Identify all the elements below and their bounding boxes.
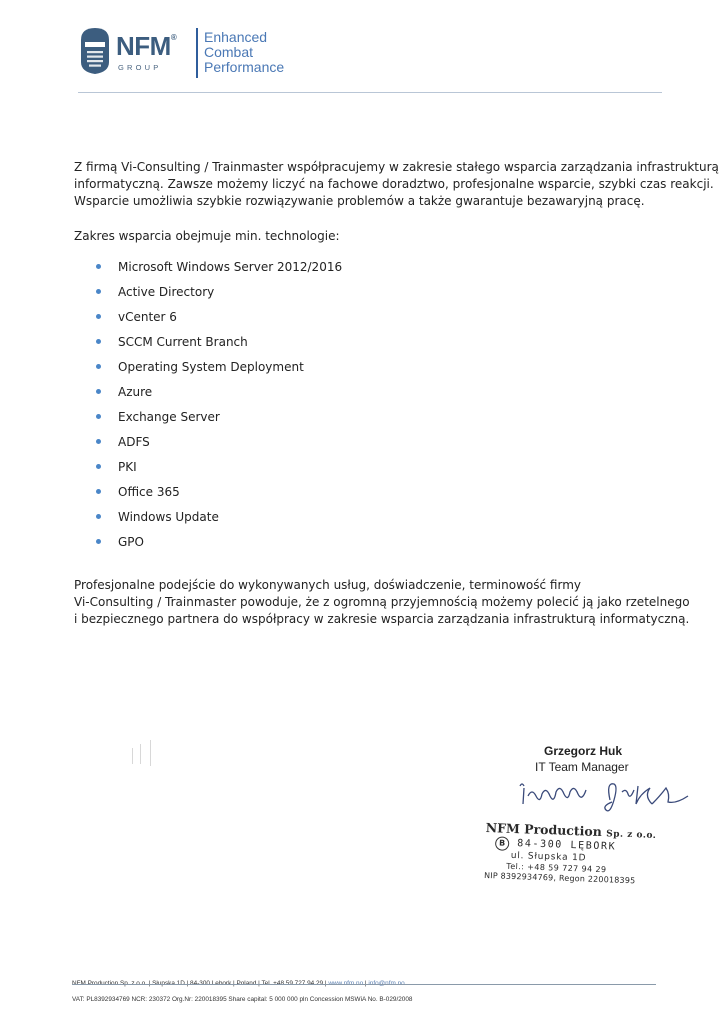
intro-line-2: informatyczną. Zawsze możemy liczyć na fachowe doradztwo, profesjonalne wsparcie, szybki czas reakcji. (74, 177, 714, 191)
bullet-icon (96, 364, 101, 369)
scan-artifact (150, 740, 151, 766)
list-item: ADFS (96, 434, 342, 459)
recommendation-line-2: Vi-Consulting / Trainmaster powoduje, że z ogromną przyjemnością możemy polecić ją jako rzetelnego (74, 595, 690, 609)
scope-heading: Zakres wsparcia obejmuje min. technologie: (74, 229, 340, 243)
list-item: Azure (96, 384, 342, 409)
list-item: Operating System Deployment (96, 359, 342, 384)
recommendation-paragraph (74, 577, 690, 628)
footer-divider (72, 984, 656, 985)
bullet-icon (96, 514, 101, 519)
company-stamp (484, 820, 657, 887)
bullet-icon (96, 264, 101, 269)
intro-line-1: Z firmą Vi-Consulting / Trainmaster współpracujemy w zakresie stałego wsparcia zarządzania infrastrukturą (74, 160, 719, 174)
tagline-divider (196, 28, 198, 78)
list-item: Active Directory (96, 284, 342, 309)
intro-line-3: Wsparcie umożliwia szybkie rozwiązywanie problemów a także gwarantuje bezawaryjną pracę. (74, 194, 645, 208)
nfm-logo (78, 26, 190, 82)
scan-artifact (140, 744, 141, 764)
bullet-icon (96, 539, 101, 544)
tagline (204, 30, 284, 75)
signer-role: IT Team Manager (535, 760, 629, 774)
tagline-line-2: Combat (204, 44, 254, 60)
handwritten-signature (510, 774, 690, 820)
brand-group: GROUP (118, 63, 162, 72)
brand-name: NFM® (116, 31, 177, 61)
scan-artifact (132, 748, 133, 764)
helmet-icon (78, 26, 112, 76)
list-item: Exchange Server (96, 409, 342, 434)
bullet-icon (96, 464, 101, 469)
tagline-line-1: Enhanced (204, 29, 268, 45)
page-footer (72, 979, 413, 1003)
list-item: vCenter 6 (96, 309, 342, 334)
bullet-icon (96, 314, 101, 319)
bullet-icon (96, 439, 101, 444)
recommendation-line-3: i bezpiecznego partnera do współpracy w zakresie wsparcia zarządzania infrastrukturą informatyczną. (74, 612, 690, 626)
tagline-line-3: Performance (204, 59, 285, 75)
footer-line-2: VAT: PL8392934769 NCR: 230372 Org.Nr: 220018395 Share capital: 5 000 000 pln Concession MSWiA No. B-029/2008 (72, 996, 413, 1003)
recommendation-line-1: Profesjonalne podejście do wykonywanych usług, doświadczenie, terminowość firmy (74, 578, 581, 592)
bullet-icon (96, 414, 101, 419)
bullet-icon (96, 389, 101, 394)
bullet-icon (96, 289, 101, 294)
technology-list (96, 259, 342, 559)
stamp-tel: Tel.: +48 59 727 94 29 (506, 861, 607, 875)
list-item: Microsoft Windows Server 2012/2016 (96, 259, 342, 284)
intro-paragraph (74, 159, 719, 210)
list-item: GPO (96, 534, 342, 559)
signer-name: Grzegorz Huk (544, 744, 623, 758)
stamp-nip: NIP 8392934769, Regon 220018395 (483, 870, 636, 886)
header-divider (78, 92, 662, 93)
registration-badge-icon: B (495, 836, 509, 850)
stamp-street: ul. Słupska 1D (510, 850, 587, 864)
list-item: Office 365 (96, 484, 342, 509)
list-item: PKI (96, 459, 342, 484)
stamp-postal: B 84-300 LĘBORK (495, 836, 656, 856)
list-item: SCCM Current Branch (96, 334, 342, 359)
bullet-icon (96, 339, 101, 344)
bullet-icon (96, 489, 101, 494)
stamp-company: NFM Production Sp. z o.o. (485, 820, 657, 841)
list-item: Windows Update (96, 509, 342, 534)
